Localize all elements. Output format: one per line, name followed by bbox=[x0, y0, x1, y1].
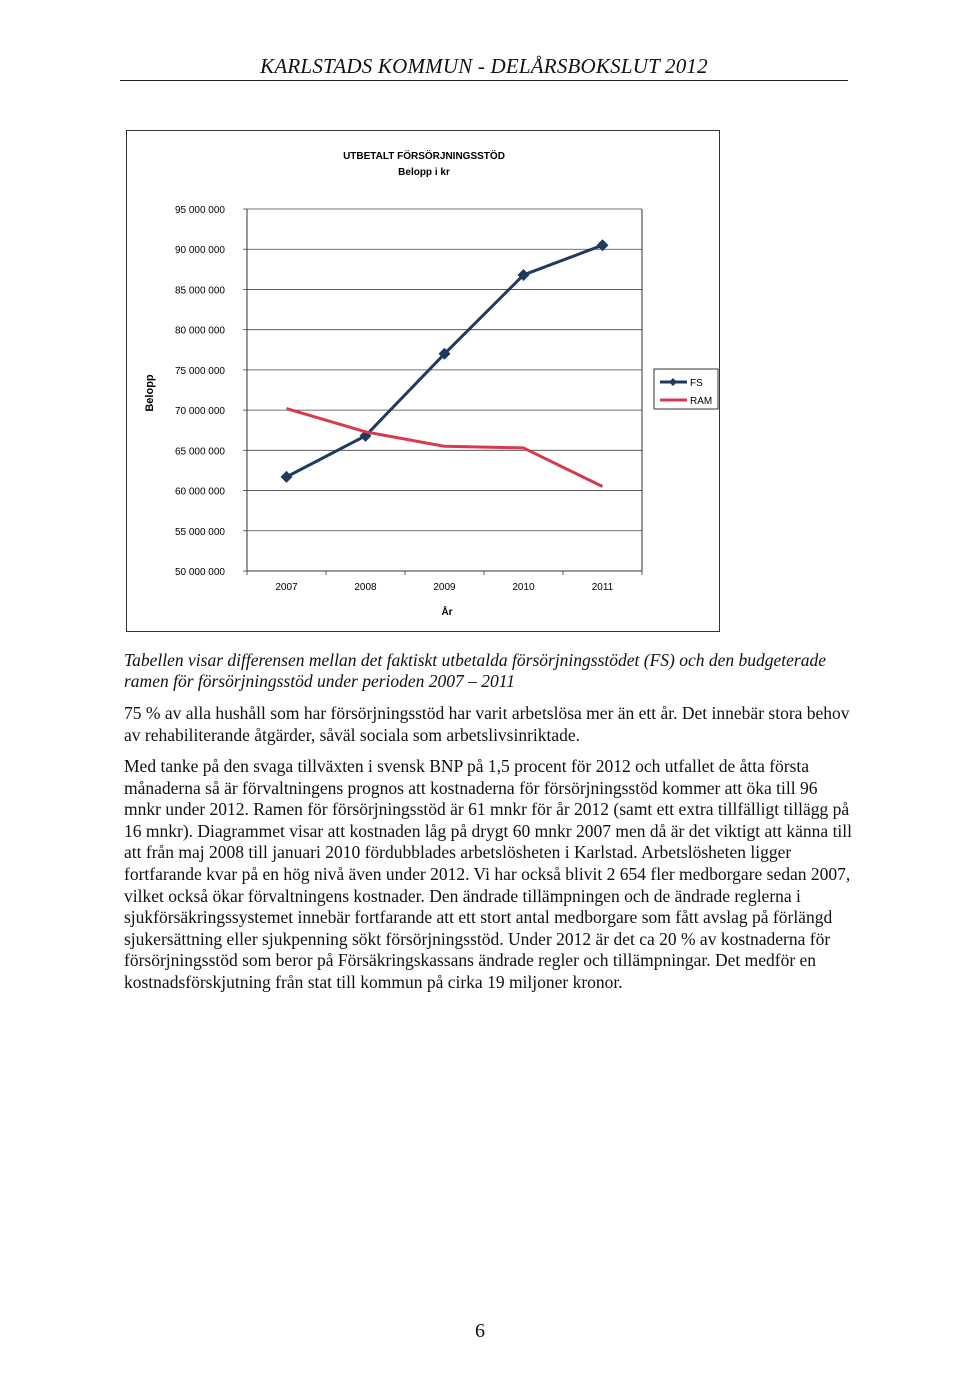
paragraph-1: 75 % av alla hushåll som har försörjningsstöd har varit arbetslösa mer än ett år. Det innebär stora behov av rehabiliterande åtgärder, såväl sociala som arbetslivsinriktade. bbox=[124, 703, 850, 745]
series-lines bbox=[281, 239, 609, 486]
y-tick-label: 90 000 000 bbox=[174, 245, 225, 257]
x-tick-label: 2009 bbox=[433, 582, 456, 593]
page-number: 6 bbox=[475, 1320, 485, 1342]
series-line-ram bbox=[287, 409, 603, 487]
data-point-fs bbox=[281, 471, 293, 483]
chart-frame bbox=[126, 130, 720, 632]
legend bbox=[654, 369, 718, 409]
page-header-title: KARLSTADS KOMMUN - DELÅRSBOKSLUT 2012 bbox=[260, 54, 708, 78]
grid-lines bbox=[247, 209, 642, 571]
y-tick-label: 60 000 000 bbox=[174, 486, 225, 498]
y-tick-label: 65 000 000 bbox=[174, 446, 225, 458]
x-tick-label: 2011 bbox=[591, 582, 614, 593]
axes bbox=[243, 209, 642, 575]
paragraph-2: Med tanke på den svaga tillväxten i svensk BNP på 1,5 procent för 2012 och utfallet de åtta första månaderna så är förvaltningens prognos att kostnaderna för försörjningsstöd kommer att öka till 96 mnkr under 2012. Ramen för försörjningsstöd är 61 mnkr för år 2012 (samt ett extra tillfälligt tillägg på 16 mnkr). Diagrammet visar att kostnaden låg på drygt 60 mnkr 2007 men då är det viktigt att känna till att från maj 2008 till januari 2010 fördubblades arbetslösheten i Karlstad. Arbetslösheten ligger fortfarande kvar på en hög nivå även under 2012. Vi har också blivit 2 654 fler medborgare sedan 2007, vilket också ökar förvaltningens kostnader. Den ändrade tillämpningen och de ändrade reglerna i sjukförsäkringssystemet innebär fortfarande att ett stort antal medborgare som fått avslag på förlängd sjukersättning eller sjukpenning sökt försörjningsstöd. Under 2012 är det ca 20 % av kostnaderna för försörjningsstöd som beror på Försäkringskassans ändrade regler och tillämpningar. Det medför en kostnadsförskjutning från stat till kommun på cirka 19 miljoner kronor. bbox=[124, 756, 853, 992]
y-tick-label: 75 000 000 bbox=[174, 365, 225, 377]
x-axis-label: År bbox=[441, 607, 453, 618]
x-tick-label: 2007 bbox=[275, 582, 298, 593]
line-chart bbox=[127, 131, 719, 631]
y-tick-label: 55 000 000 bbox=[174, 526, 225, 538]
y-tick-label: 50 000 000 bbox=[174, 567, 225, 578]
y-tick-label: 70 000 000 bbox=[174, 406, 225, 418]
y-tick-label: 80 000 000 bbox=[174, 325, 225, 337]
x-tick-label: 2010 bbox=[512, 582, 535, 593]
y-tick-label: 85 000 000 bbox=[174, 285, 225, 297]
chart-caption: Tabellen visar differensen mellan det faktiskt utbetalda försörjningsstödet (FS) och den budgeterade ramen för försörjningsstöd under perioden 2007 – 2011 bbox=[124, 650, 827, 691]
y-axis-label: Belopp bbox=[144, 374, 156, 412]
header-divider bbox=[120, 80, 848, 81]
tick-labels bbox=[175, 205, 614, 593]
series-line-fs bbox=[287, 245, 603, 477]
legend-label-fs: FS bbox=[690, 378, 703, 389]
chart-title: UTBETALT FÖRSÖRJNINGSSTÖD bbox=[343, 151, 505, 162]
x-tick-label: 2008 bbox=[354, 582, 377, 593]
legend-label-ram: RAM bbox=[690, 396, 713, 407]
chart-subtitle: Belopp i kr bbox=[398, 167, 450, 178]
y-tick-label: 95 000 000 bbox=[174, 205, 225, 216]
